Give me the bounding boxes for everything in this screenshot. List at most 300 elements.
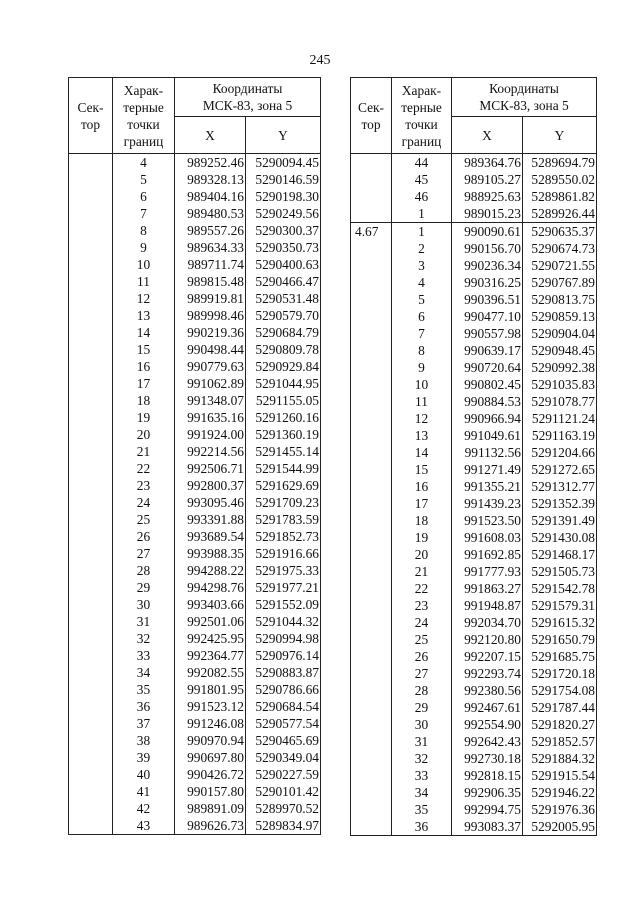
x-coordinate-cell: 989815.48: [175, 273, 246, 290]
y-coordinate-cell: 5290635.37: [523, 223, 597, 241]
table-row: [69, 256, 321, 273]
x-coordinate-cell: 992082.55: [175, 664, 246, 681]
y-coordinate-cell: 5290400.63: [246, 256, 321, 273]
x-coordinate-cell: 991523.12: [175, 698, 246, 715]
header-points: Харак- терные точки границ: [113, 78, 175, 154]
y-coordinate-cell: 5290929.84: [246, 358, 321, 375]
x-coordinate-cell: 990966.94: [452, 410, 523, 427]
point-cell: 16: [113, 358, 175, 375]
x-coordinate-cell: 990396.51: [452, 291, 523, 308]
y-coordinate-cell: 5291685.75: [523, 648, 597, 665]
x-coordinate-cell: 989480.53: [175, 205, 246, 222]
point-cell: 21: [392, 563, 452, 580]
sector-cell: [351, 444, 392, 461]
point-cell: 33: [113, 647, 175, 664]
y-coordinate-cell: 5290994.98: [246, 630, 321, 647]
table-row: [69, 358, 321, 375]
table-row: [69, 664, 321, 681]
table-row: [351, 393, 597, 410]
point-cell: 22: [392, 580, 452, 597]
point-cell: 36: [392, 818, 452, 836]
point-cell: 31: [392, 733, 452, 750]
x-coordinate-cell: 989364.76: [452, 154, 523, 172]
y-coordinate-cell: 5290904.04: [523, 325, 597, 342]
sector-cell: [69, 630, 113, 647]
point-cell: 26: [392, 648, 452, 665]
sector-cell: [69, 460, 113, 477]
sector-cell: [69, 749, 113, 766]
sector-cell: [69, 817, 113, 835]
y-coordinate-cell: 5291542.78: [523, 580, 597, 597]
y-coordinate-cell: 5290094.45: [246, 154, 321, 172]
table-row: [69, 307, 321, 324]
table-row: [69, 426, 321, 443]
table-row: [69, 698, 321, 715]
point-cell: 13: [113, 307, 175, 324]
sector-cell: [69, 307, 113, 324]
y-coordinate-cell: 5291787.44: [523, 699, 597, 716]
y-coordinate-cell: 5291709.23: [246, 494, 321, 511]
sector-cell: [69, 256, 113, 273]
y-coordinate-cell: 5289694.79: [523, 154, 597, 172]
x-coordinate-cell: 991523.50: [452, 512, 523, 529]
x-coordinate-cell: 992380.56: [452, 682, 523, 699]
x-coordinate-cell: 989404.16: [175, 188, 246, 205]
y-coordinate-cell: 5290721.55: [523, 257, 597, 274]
x-coordinate-cell: 992034.70: [452, 614, 523, 631]
table-row: [351, 308, 597, 325]
point-cell: 38: [113, 732, 175, 749]
point-cell: 32: [392, 750, 452, 767]
y-coordinate-cell: 5291946.22: [523, 784, 597, 801]
table-row: [69, 460, 321, 477]
y-coordinate-cell: 5290198.30: [246, 188, 321, 205]
x-coordinate-cell: 990477.10: [452, 308, 523, 325]
y-coordinate-cell: 5289970.52: [246, 800, 321, 817]
sector-cell: [351, 291, 392, 308]
sector-cell: [69, 579, 113, 596]
x-coordinate-cell: 992818.15: [452, 767, 523, 784]
table-row: [69, 494, 321, 511]
y-coordinate-cell: 5291260.16: [246, 409, 321, 426]
sector-cell: [351, 461, 392, 478]
table-row: [69, 613, 321, 630]
sector-cell: [351, 529, 392, 546]
x-coordinate-cell: 993988.35: [175, 545, 246, 562]
y-coordinate-cell: 5291916.66: [246, 545, 321, 562]
sector-cell: [351, 325, 392, 342]
table-row: [69, 273, 321, 290]
x-coordinate-cell: 991439.23: [452, 495, 523, 512]
sector-cell: [69, 239, 113, 256]
point-cell: 21: [113, 443, 175, 460]
x-coordinate-cell: 990557.98: [452, 325, 523, 342]
point-cell: 23: [392, 597, 452, 614]
table-row: [69, 596, 321, 613]
y-coordinate-cell: 5289834.97: [246, 817, 321, 835]
table-row: [351, 682, 597, 699]
sector-cell: [69, 154, 113, 172]
point-cell: 17: [392, 495, 452, 512]
x-coordinate-cell: 989634.33: [175, 239, 246, 256]
x-coordinate-cell: 991246.08: [175, 715, 246, 732]
y-coordinate-cell: 5291155.05: [246, 392, 321, 409]
sector-cell: [351, 512, 392, 529]
point-cell: 26: [113, 528, 175, 545]
y-coordinate-cell: 5290684.54: [246, 698, 321, 715]
sector-cell: [69, 171, 113, 188]
sector-cell: [351, 308, 392, 325]
table-row: [351, 188, 597, 205]
x-coordinate-cell: 993403.66: [175, 596, 246, 613]
point-cell: 19: [113, 409, 175, 426]
header-sector: Сек- тор: [69, 78, 113, 154]
x-coordinate-cell: 988925.63: [452, 188, 523, 205]
point-cell: 27: [392, 665, 452, 682]
table-row: [351, 614, 597, 631]
y-coordinate-cell: 5290577.54: [246, 715, 321, 732]
y-coordinate-cell: 5291360.19: [246, 426, 321, 443]
x-coordinate-cell: 990639.17: [452, 342, 523, 359]
table-row: [69, 188, 321, 205]
y-coordinate-cell: 5290466.47: [246, 273, 321, 290]
y-coordinate-cell: 5291204.66: [523, 444, 597, 461]
point-cell: 32: [113, 630, 175, 647]
y-coordinate-cell: 5290809.78: [246, 341, 321, 358]
table-row: [69, 783, 321, 800]
y-coordinate-cell: 5291044.32: [246, 613, 321, 630]
y-coordinate-cell: 5291820.27: [523, 716, 597, 733]
y-coordinate-cell: 5291977.21: [246, 579, 321, 596]
header-coordinates: Координаты МСК-83, зона 5: [452, 78, 597, 117]
y-coordinate-cell: 5291544.99: [246, 460, 321, 477]
point-cell: 46: [392, 188, 452, 205]
x-coordinate-cell: 992906.35: [452, 784, 523, 801]
x-coordinate-cell: 992120.80: [452, 631, 523, 648]
point-cell: 29: [392, 699, 452, 716]
point-cell: 12: [392, 410, 452, 427]
x-coordinate-cell: 989105.27: [452, 171, 523, 188]
point-cell: 18: [392, 512, 452, 529]
table-row: [69, 579, 321, 596]
y-coordinate-cell: 5290767.89: [523, 274, 597, 291]
x-coordinate-cell: 991062.89: [175, 375, 246, 392]
page-number: 245: [309, 53, 331, 68]
sector-cell: [351, 410, 392, 427]
header-y: Y: [246, 117, 321, 154]
table-row: [69, 171, 321, 188]
sector-cell: [69, 290, 113, 307]
point-cell: 17: [113, 375, 175, 392]
y-coordinate-cell: 5291754.08: [523, 682, 597, 699]
sector-cell: [69, 494, 113, 511]
point-cell: 9: [113, 239, 175, 256]
sector-cell: [351, 495, 392, 512]
x-coordinate-cell: 989891.09: [175, 800, 246, 817]
table-row: [351, 478, 597, 495]
sector-cell: [69, 562, 113, 579]
y-coordinate-cell: 5291783.59: [246, 511, 321, 528]
sector-cell: [69, 596, 113, 613]
x-coordinate-cell: 990090.61: [452, 223, 523, 241]
y-coordinate-cell: 5290350.73: [246, 239, 321, 256]
y-coordinate-cell: 5290883.87: [246, 664, 321, 681]
x-coordinate-cell: 992293.74: [452, 665, 523, 682]
point-cell: 43: [113, 817, 175, 835]
y-coordinate-cell: 5291430.08: [523, 529, 597, 546]
sector-cell: [69, 341, 113, 358]
point-cell: 35: [392, 801, 452, 818]
point-cell: 39: [113, 749, 175, 766]
point-cell: 40: [113, 766, 175, 783]
table-row: [351, 665, 597, 682]
table-row: [351, 342, 597, 359]
point-cell: 14: [113, 324, 175, 341]
point-cell: 36: [113, 698, 175, 715]
x-coordinate-cell: 992207.15: [452, 648, 523, 665]
y-coordinate-cell: 5289861.82: [523, 188, 597, 205]
x-coordinate-cell: 989557.26: [175, 222, 246, 239]
point-cell: 45: [392, 171, 452, 188]
x-coordinate-cell: 991608.03: [452, 529, 523, 546]
y-coordinate-cell: 5290992.38: [523, 359, 597, 376]
table-row: [69, 681, 321, 698]
sector-cell: [351, 784, 392, 801]
header-sector: Сек- тор: [351, 78, 392, 154]
y-coordinate-cell: 5290300.37: [246, 222, 321, 239]
point-cell: 8: [113, 222, 175, 239]
sector-cell: [69, 409, 113, 426]
table-row: [351, 648, 597, 665]
point-cell: 23: [113, 477, 175, 494]
point-cell: 30: [392, 716, 452, 733]
sector-cell: [69, 528, 113, 545]
y-coordinate-cell: 5291312.77: [523, 478, 597, 495]
table-row: [69, 477, 321, 494]
table-row: [351, 325, 597, 342]
x-coordinate-cell: 990802.45: [452, 376, 523, 393]
sector-cell: [69, 375, 113, 392]
point-cell: 7: [113, 205, 175, 222]
x-coordinate-cell: 990236.34: [452, 257, 523, 274]
x-coordinate-cell: 989919.81: [175, 290, 246, 307]
x-coordinate-cell: 990219.36: [175, 324, 246, 341]
point-cell: 29: [113, 579, 175, 596]
x-coordinate-cell: 992501.06: [175, 613, 246, 630]
table-body-left: [69, 154, 321, 835]
table-row: [351, 563, 597, 580]
y-coordinate-cell: 5290531.48: [246, 290, 321, 307]
table-row: [69, 324, 321, 341]
table-row: [69, 562, 321, 579]
x-coordinate-cell: 992642.43: [452, 733, 523, 750]
sector-cell: [351, 205, 392, 223]
sector-cell: [69, 647, 113, 664]
sector-cell: [351, 342, 392, 359]
sector-cell: [351, 359, 392, 376]
table-row: [351, 716, 597, 733]
y-coordinate-cell: 5291035.83: [523, 376, 597, 393]
sector-cell: [69, 766, 113, 783]
table-body-right: [351, 154, 597, 836]
point-cell: 42: [113, 800, 175, 817]
x-coordinate-cell: 992467.61: [452, 699, 523, 716]
table-row: [351, 801, 597, 818]
x-coordinate-cell: 989328.13: [175, 171, 246, 188]
y-coordinate-cell: 5289550.02: [523, 171, 597, 188]
x-coordinate-cell: 989711.74: [175, 256, 246, 273]
point-cell: 10: [392, 376, 452, 393]
table-row: [351, 223, 597, 241]
sector-cell: [69, 698, 113, 715]
x-coordinate-cell: 989626.73: [175, 817, 246, 835]
x-coordinate-cell: 993083.37: [452, 818, 523, 836]
x-coordinate-cell: 991863.27: [452, 580, 523, 597]
y-coordinate-cell: 5291720.18: [523, 665, 597, 682]
header-points: Харак- терные точки границ: [392, 78, 452, 154]
y-coordinate-cell: 5290976.14: [246, 647, 321, 664]
table-row: [351, 154, 597, 172]
y-coordinate-cell: 5291976.36: [523, 801, 597, 818]
sector-cell: [69, 426, 113, 443]
coordinates-table-right: [350, 77, 597, 836]
coordinates-table-left: [68, 77, 321, 835]
y-coordinate-cell: 5291163.19: [523, 427, 597, 444]
y-coordinate-cell: 5290813.75: [523, 291, 597, 308]
y-coordinate-cell: 5291505.73: [523, 563, 597, 580]
point-cell: 15: [113, 341, 175, 358]
y-coordinate-cell: 5291884.32: [523, 750, 597, 767]
y-coordinate-cell: 5291579.31: [523, 597, 597, 614]
y-coordinate-cell: 5290948.45: [523, 342, 597, 359]
point-cell: 20: [392, 546, 452, 563]
point-cell: 3: [392, 257, 452, 274]
table-row: [69, 817, 321, 835]
y-coordinate-cell: 5290579.70: [246, 307, 321, 324]
sector-cell: [69, 511, 113, 528]
point-cell: 22: [113, 460, 175, 477]
sector-cell: [69, 664, 113, 681]
sector-cell: [69, 681, 113, 698]
x-coordinate-cell: 990426.72: [175, 766, 246, 783]
point-cell: 8: [392, 342, 452, 359]
y-coordinate-cell: 5290101.42: [246, 783, 321, 800]
x-coordinate-cell: 991271.49: [452, 461, 523, 478]
header-x: X: [452, 117, 523, 154]
x-coordinate-cell: 991801.95: [175, 681, 246, 698]
point-cell: 4: [392, 274, 452, 291]
header-coordinates: Координаты МСК-83, зона 5: [175, 78, 321, 117]
point-cell: 19: [392, 529, 452, 546]
sector-cell: [351, 597, 392, 614]
point-cell: 28: [392, 682, 452, 699]
x-coordinate-cell: 991132.56: [452, 444, 523, 461]
sector-cell: [351, 631, 392, 648]
x-coordinate-cell: 990498.44: [175, 341, 246, 358]
point-cell: 13: [392, 427, 452, 444]
table-row: [351, 410, 597, 427]
sector-cell: [351, 376, 392, 393]
sector-cell: [351, 699, 392, 716]
y-coordinate-cell: 5290786.66: [246, 681, 321, 698]
x-coordinate-cell: 991777.93: [452, 563, 523, 580]
table-row: [69, 375, 321, 392]
x-coordinate-cell: 993689.54: [175, 528, 246, 545]
point-cell: 9: [392, 359, 452, 376]
table-row: [69, 511, 321, 528]
sector-cell: [351, 580, 392, 597]
y-coordinate-cell: 5291915.54: [523, 767, 597, 784]
point-cell: 31: [113, 613, 175, 630]
table-row: [351, 512, 597, 529]
sector-cell: [351, 478, 392, 495]
point-cell: 25: [113, 511, 175, 528]
y-coordinate-cell: 5290859.13: [523, 308, 597, 325]
table-row: [69, 766, 321, 783]
table-row: [69, 732, 321, 749]
x-coordinate-cell: 989998.46: [175, 307, 246, 324]
x-coordinate-cell: 994288.22: [175, 562, 246, 579]
point-cell: 18: [113, 392, 175, 409]
sector-cell: [351, 750, 392, 767]
sector-cell: [351, 614, 392, 631]
point-cell: 7: [392, 325, 452, 342]
point-cell: 25: [392, 631, 452, 648]
point-cell: 20: [113, 426, 175, 443]
x-coordinate-cell: 991948.87: [452, 597, 523, 614]
sector-cell: [69, 324, 113, 341]
header-y: Y: [523, 117, 597, 154]
x-coordinate-cell: 992994.75: [452, 801, 523, 818]
point-cell: 34: [113, 664, 175, 681]
x-coordinate-cell: 993391.88: [175, 511, 246, 528]
x-coordinate-cell: 991355.21: [452, 478, 523, 495]
table-row: [351, 733, 597, 750]
x-coordinate-cell: 990697.80: [175, 749, 246, 766]
point-cell: 15: [392, 461, 452, 478]
table-row: [69, 392, 321, 409]
y-coordinate-cell: 5291468.17: [523, 546, 597, 563]
sector-cell: [351, 665, 392, 682]
sector-cell: [351, 648, 392, 665]
table-row: [69, 341, 321, 358]
table-row: [351, 784, 597, 801]
header-x: X: [175, 117, 246, 154]
point-cell: 4: [113, 154, 175, 172]
table-row: [351, 631, 597, 648]
y-coordinate-cell: 5291352.39: [523, 495, 597, 512]
x-coordinate-cell: 991049.61: [452, 427, 523, 444]
table-row: [351, 546, 597, 563]
x-coordinate-cell: 992506.71: [175, 460, 246, 477]
y-coordinate-cell: 5290249.56: [246, 205, 321, 222]
point-cell: 6: [113, 188, 175, 205]
x-coordinate-cell: 990970.94: [175, 732, 246, 749]
y-coordinate-cell: 5290146.59: [246, 171, 321, 188]
point-cell: 24: [113, 494, 175, 511]
y-coordinate-cell: 5292005.95: [523, 818, 597, 836]
x-coordinate-cell: 991924.00: [175, 426, 246, 443]
table-row: [69, 528, 321, 545]
point-cell: 10: [113, 256, 175, 273]
y-coordinate-cell: 5291272.65: [523, 461, 597, 478]
sector-cell: [351, 801, 392, 818]
sector-cell: [351, 257, 392, 274]
table-row: [351, 205, 597, 223]
table-row: [69, 154, 321, 172]
point-cell: 34: [392, 784, 452, 801]
point-cell: 5: [113, 171, 175, 188]
